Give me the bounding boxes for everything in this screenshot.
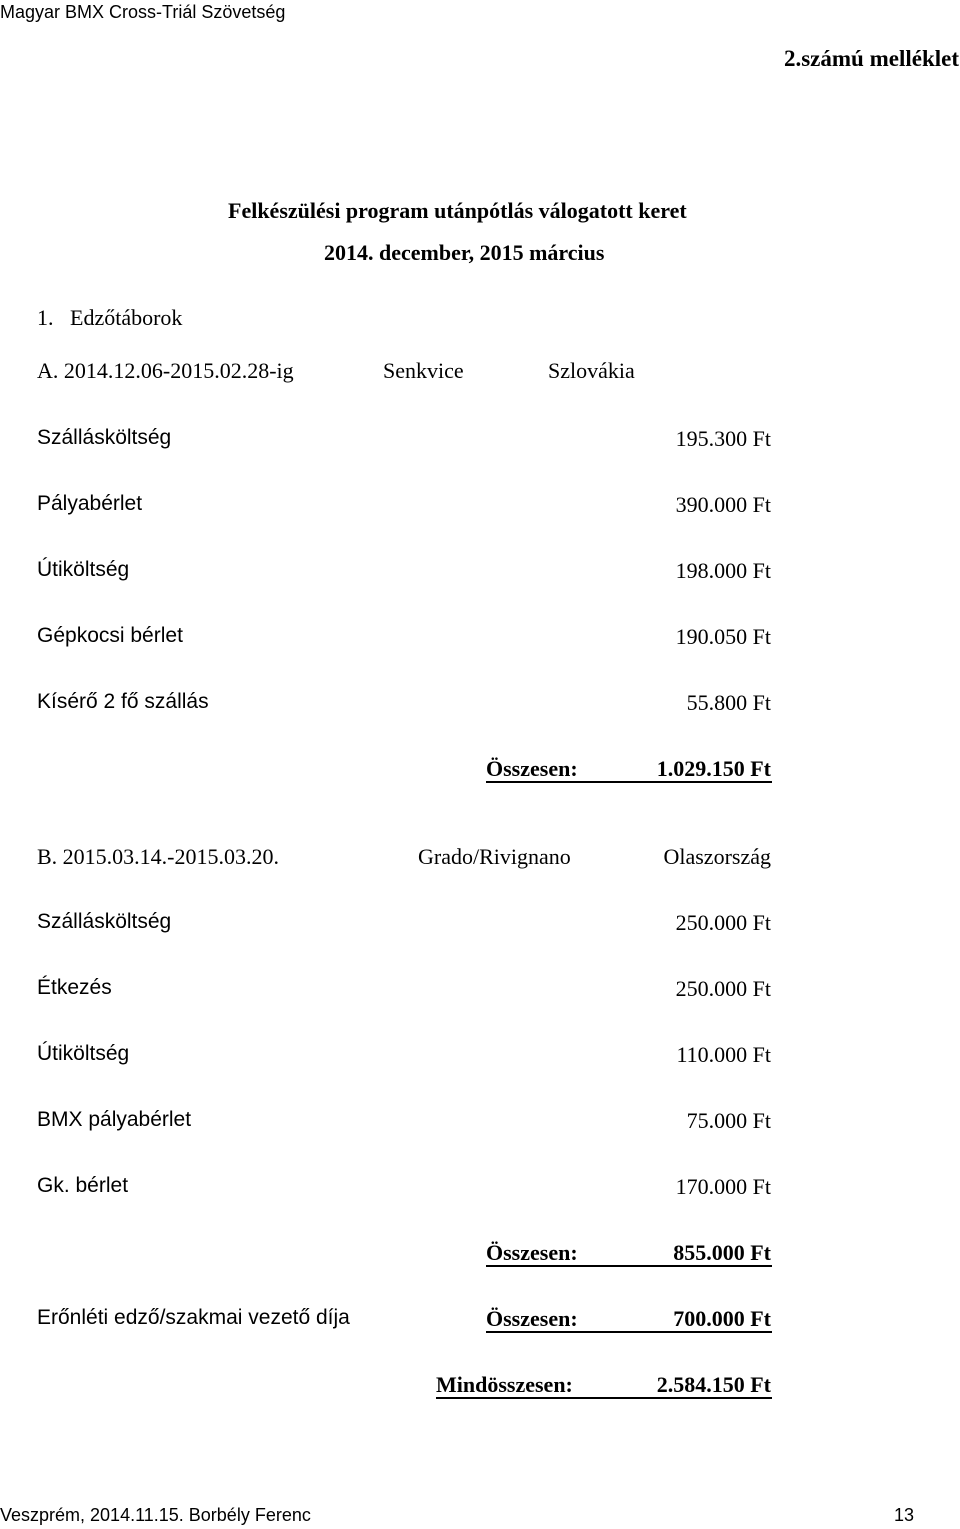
grand-total-label: Mindösszesen: (436, 1372, 573, 1397)
annex-label: 2.számú melléklet (783, 46, 959, 71)
camp-b-total: 855.000 Ft (673, 1240, 771, 1265)
camp-b-item-label: Útiköltség (37, 1042, 130, 1065)
camp-a-item-amount: 195.300 Ft (675, 426, 771, 451)
camp-a-item-label: Szállásköltség (37, 426, 172, 449)
camp-a-dates: A. 2014.12.06-2015.02.28-ig (37, 358, 294, 383)
camp-a-item-label: Gépkocsi bérlet (37, 624, 183, 647)
camp-a-item-amount: 190.050 Ft (675, 624, 771, 649)
grand-total: 2.584.150 Ft (656, 1372, 771, 1397)
camp-a-item-amount: 198.000 Ft (675, 558, 771, 583)
document-subtitle: 2014. december, 2015 március (324, 240, 605, 265)
coach-total: 700.000 Ft (673, 1306, 771, 1331)
coach-fee-label: Erőnléti edző/szakmai vezető díja (37, 1306, 350, 1329)
coach-total-underline (486, 1331, 772, 1333)
section-heading: 1. Edzőtáborok (37, 305, 183, 330)
camp-b-item-amount: 75.000 Ft (686, 1108, 771, 1133)
camp-b-country: Olaszország (663, 844, 771, 869)
camp-b-total-underline (486, 1265, 772, 1267)
camp-b-total-label: Összesen: (486, 1240, 578, 1265)
camp-b-item-label: Étkezés (37, 976, 112, 999)
camp-b-dates: B. 2015.03.14.-2015.03.20. (37, 844, 279, 869)
coach-total-label: Összesen: (486, 1306, 578, 1331)
camp-b-item-amount: 110.000 Ft (676, 1042, 771, 1067)
grand-total-underline (436, 1397, 772, 1399)
camp-a-place: Senkvice (383, 358, 464, 383)
camp-a-item-amount: 55.800 Ft (686, 690, 771, 715)
camp-a-total: 1.029.150 Ft (656, 756, 771, 781)
camp-b-item-label: Gk. bérlet (37, 1174, 129, 1197)
camp-b-place: Grado/Rivignano (418, 844, 571, 869)
page-number: 13 (893, 1505, 914, 1525)
camp-b-item-amount: 170.000 Ft (675, 1174, 771, 1199)
document-title: Felkészülési program utánpótlás válogatott keret (228, 198, 687, 223)
camp-a-country: Szlovákia (548, 358, 635, 383)
camp-a-total-label: Összesen: (486, 756, 578, 781)
header-org: Magyar BMX Cross-Triál Szövetség (0, 2, 286, 22)
camp-a-item-label: Pályabérlet (37, 492, 143, 515)
camp-a-item-amount: 390.000 Ft (675, 492, 771, 517)
camp-a-item-label: Kísérő 2 fő szállás (37, 690, 209, 713)
camp-b-item-amount: 250.000 Ft (675, 976, 771, 1001)
camp-b-item-label: Szállásköltség (37, 910, 172, 933)
camp-a-total-underline (486, 781, 772, 783)
camp-b-item-label: BMX pályabérlet (37, 1108, 192, 1131)
footer-text: Veszprém, 2014.11.15. Borbély Ferenc (0, 1505, 311, 1525)
camp-b-item-amount: 250.000 Ft (675, 910, 771, 935)
camp-a-item-label: Útiköltség (37, 558, 130, 581)
